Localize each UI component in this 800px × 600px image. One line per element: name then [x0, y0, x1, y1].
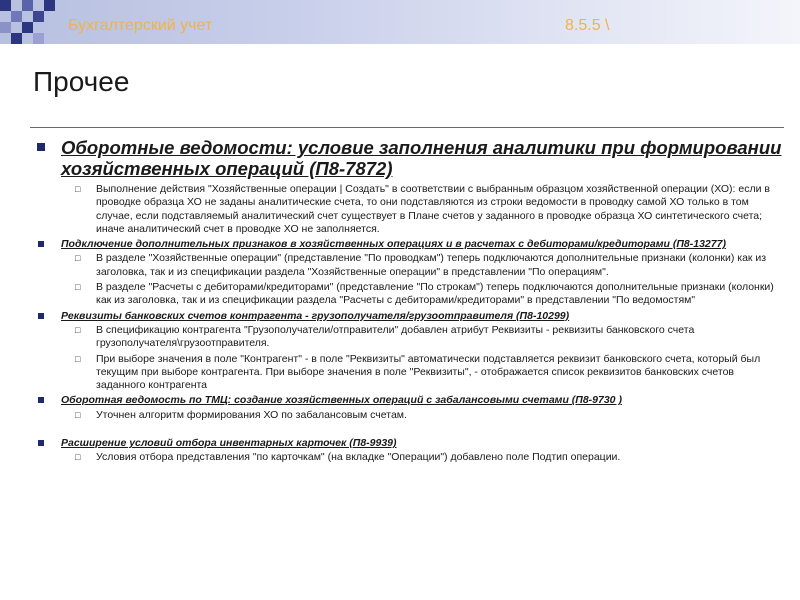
page-title: Прочее: [33, 66, 130, 97]
section-heading: Реквизиты банковских счетов контрагента - грузополучателя/грузоотправителя (П8-10299): [61, 309, 570, 322]
section-bank-details: [36, 310, 786, 393]
header-band: [0, 0, 800, 44]
list-item: [61, 183, 786, 236]
list-item-text: Условия отбора представления "по карточкам" (на вкладке "Операции") добавлено поле Подтип операции.: [96, 451, 621, 464]
checker-decoration: [0, 0, 60, 44]
list-item-text: В разделе "Расчеты с дебиторами/кредиторами" (представление "По строкам") теперь подключаются дополнительные признаки (колонки) как из заголовка, так и из спецификации раздела "Расчеты с дебиторами/кредиторами" в представлении "По ведомостям": [96, 281, 774, 307]
hollow-square-bullet-icon: □: [75, 282, 81, 293]
list-item: [61, 353, 786, 393]
spacer: [36, 424, 786, 436]
main-item: [36, 137, 786, 236]
section-inventory-cards: [36, 437, 786, 465]
list-item: [61, 409, 786, 422]
list-item-text: В спецификацию контрагента "Грузополучатели/отправители" добавлен атрибут Реквизиты - реквизиты банковского счета грузополучателя\грузоотправителя.: [96, 323, 695, 350]
main-heading: Оборотные ведомости: условие заполнения аналитики при формировании хозяйственных операций (П8-7872): [61, 137, 782, 179]
square-bullet-icon: [38, 440, 44, 446]
list-item-text: В разделе "Хозяйственные операции" (представление "По проводкам") теперь подключаются дополнительные признаки (колонки) как из заголовка, так и из спецификации раздела "Хозяйственные операции" в представлении "По операциям".: [96, 252, 767, 278]
section-sub-list: [61, 252, 786, 307]
section-heading: Оборотная ведомость по ТМЦ: создание хозяйственных операций с забалансовыми счетами (П8-9730 ): [61, 394, 622, 407]
square-bullet-icon: [38, 397, 44, 403]
list-item: [61, 324, 786, 351]
section-offbalance: [36, 394, 786, 422]
hollow-square-bullet-icon: □: [75, 452, 81, 463]
header-version: 8.5.5 \: [565, 17, 610, 34]
main-sub-list: [61, 183, 786, 236]
square-bullet-icon: [37, 143, 45, 151]
section-sub-list: [61, 451, 786, 464]
section-sub-list: [61, 409, 786, 422]
section-heading: Подключение дополнительных признаков в хозяйственных операциях и в расчетах с дебиторами/кредиторами (П8-13277): [61, 238, 726, 251]
hollow-square-bullet-icon: □: [75, 253, 81, 264]
divider: [30, 127, 784, 128]
list-item-text: Выполнение действия "Хозяйственные операции | Создать" в соответствии с выбранным образцом хозяйственной операции (ХО): если в проводке образца ХО не заданы аналитические счета, то они подставляются из строки ведомости в проводку самой ХО только в том случае, если подставляемый аналитический счет существует в Плане счетов у заданного в проводке образца ХО синтетического счета; иначе аналитический счет в проводке ХО не заполняется.: [96, 183, 770, 235]
square-bullet-icon: [38, 241, 44, 247]
list-item: [61, 252, 786, 279]
hollow-square-bullet-icon: □: [75, 184, 81, 194]
section-heading: Расширение условий отбора инвентарных карточек (П8-9939): [61, 437, 397, 450]
list-item: [61, 281, 786, 308]
section-additional-attributes: [36, 238, 786, 307]
content: [36, 137, 786, 467]
hollow-square-bullet-icon: □: [75, 353, 81, 364]
hollow-square-bullet-icon: □: [75, 324, 81, 335]
section-sub-list: [61, 324, 786, 392]
list-item: [61, 451, 786, 464]
header-title: Бухгалтерский учет: [68, 17, 213, 34]
list-item-text: Уточнен алгоритм формирования ХО по забалансовым счетам.: [96, 408, 407, 421]
hollow-square-bullet-icon: □: [75, 409, 81, 420]
square-bullet-icon: [38, 313, 44, 319]
list-item-text: При выборе значения в поле "Контрагент" - в поле "Реквизиты" автоматически подставляется реквизит банковского счета, который был текущим при выборе контрагента. При выборе значения в поле "Реквизиты", - отображается список реквизитов банковских счетов заданного контрагента: [96, 352, 761, 392]
